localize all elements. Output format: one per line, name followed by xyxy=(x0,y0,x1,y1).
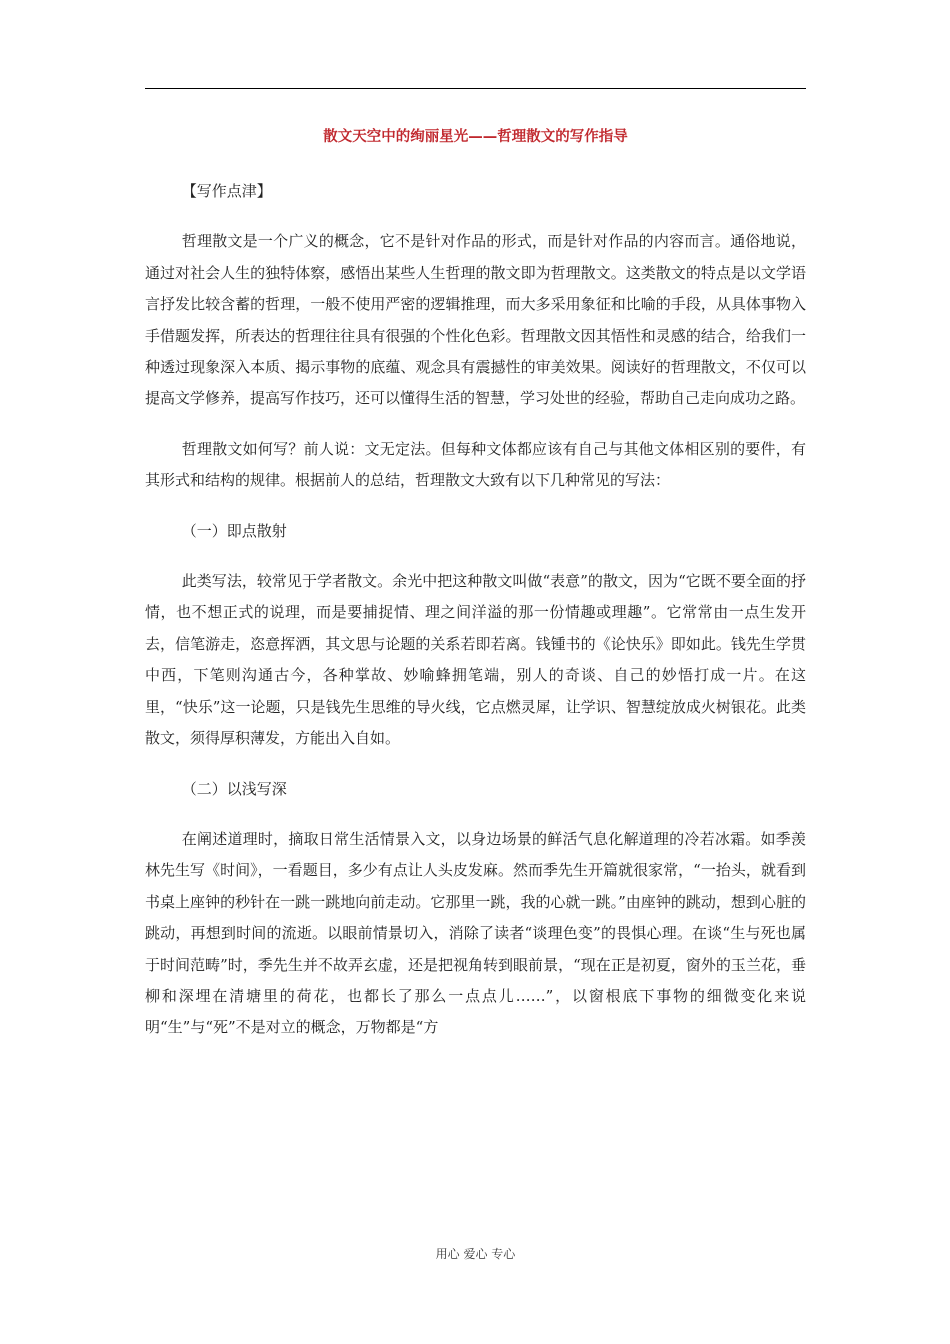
paragraph-definition: 哲理散文是一个广义的概念，它不是针对作品的形式，而是针对作品的内容而言。通俗地说，通过对社会人生的独特体察，感悟出某些人生哲理的散文即为哲理散文。这类散文的特点是以文学语言抒发比较含蓄的哲理，一般不使用严密的逻辑推理，而大多采用象征和比喻的手段，从具体事物入手借题发挥，所表达的哲理往往具有很强的个性化色彩。哲理散文因其悟性和灵感的结合，给我们一种透过现象深入本质、揭示事物的底蕴、观念具有震撼性的审美效果。阅读好的哲理散文，不仅可以提高文学修养，提高写作技巧，还可以懂得生活的智慧，学习处世的经验，帮助自己走向成功之路。 xyxy=(145,232,806,408)
document-body xyxy=(145,176,806,1063)
section-heading-writing-tips: 【写作点津】 xyxy=(181,182,272,200)
subheading-method-2: （二）以浅写深 xyxy=(181,779,287,798)
paragraph-method-2: 在阐述道理时，摘取日常生活情景入文，以身边场景的鲜活气息化解道理的冷若冰霜。如季羡林先生写《时间》，一看题目，多少有点让人头皮发麻。然而季先生开篇就很家常，“一抬头，就看到书桌上座钟的秒针在一跳一跳地向前走动。它那里一跳，我的心就一跳。”由座钟的跳动，想到心脏的跳动，再想到时间的流逝。以眼前情景切入，消除了读者“谈理色变”的畏惧心理。在谈“生与死也属于时间范畴”时，季先生并不故弄玄虚，还是把视角转到眼前景，“现在正是初夏，窗外的玉兰花，垂柳和深埋在清塘里的荷花，也都长了那么一点点儿……”，以窗根底下事物的细微变化来说明“生”与“死”不是对立的概念，万物都是“方 xyxy=(145,829,806,1037)
subheading-method-1: （一）即点散射 xyxy=(181,521,287,540)
paragraph-how-to-write: 哲理散文如何写？前人说：文无定法。但每种文体都应该有自己与其他文体相区别的要件，有其形式和结构的规律。根据前人的总结，哲理散文大致有以下几种常见的写法： xyxy=(145,439,806,490)
document-title: 散文天空中的绚丽星光——哲理散文的写作指导 xyxy=(323,129,628,145)
page-footer: 用心 爱心 专心 xyxy=(435,1247,516,1261)
paragraph-method-1: 此类写法，较常见于学者散文。余光中把这种散文叫做“表意”的散文，因为“它既不要全面的抒情，也不想正式的说理，而是要捕捉情、理之间洋溢的那一份情趣或理趣”。它常常由一点生发开去，信笔游走，恣意挥洒，其文思与论题的关系若即若离。钱锺书的《论快乐》即如此。钱先生学贯中西，下笔则沟通古今，各种掌故、妙喻蜂拥笔端，别人的奇谈、自己的妙悟打成一片。在这里，“快乐”这一论题，只是钱先生思维的导火线，它点燃灵犀，让学识、智慧绽放成火树银花。此类散文，须得厚积薄发，方能出入自如。 xyxy=(145,572,806,748)
header-rule xyxy=(145,88,806,89)
